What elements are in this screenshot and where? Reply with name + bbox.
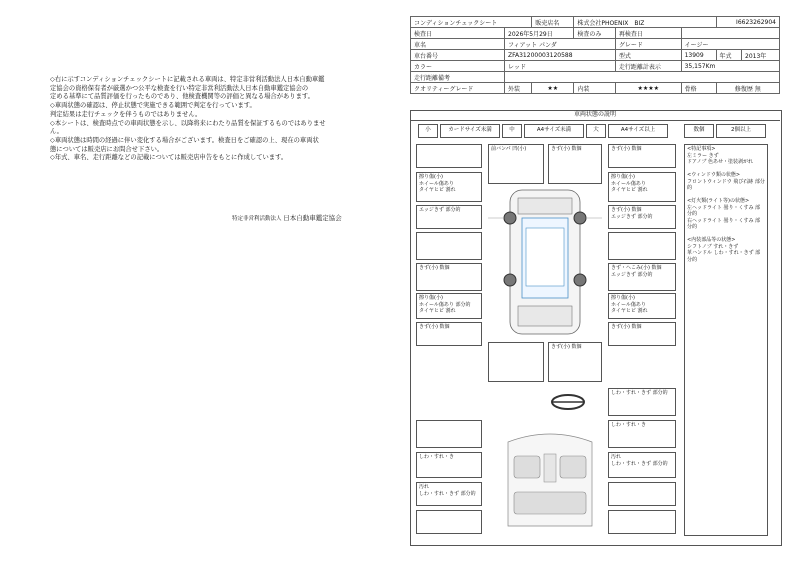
comment-rear-right-wheel: 擦り傷(小) ホイール傷あり タイヤヒビ 割れ [608,293,676,319]
int-value: ★★★★ [615,83,681,94]
association-signature [232,213,342,222]
comment-steering: しわ・すれ・きず 部分的 [608,388,676,416]
comment-box-c [608,232,676,260]
comment-box-h [608,510,676,534]
header-table [410,16,780,94]
comment-right-quarter: きず(小) 数個 [608,322,676,346]
legend-small-desc: カードサイズ未満 [440,124,500,138]
model-value: 13909 [681,50,716,61]
frame-label: 骨格 [681,83,716,94]
legend-mid: 中 [502,124,522,138]
ext-label: 外装 [505,83,532,94]
int-label: 内装 [574,83,616,94]
special-notes: <特記事項> 左ミラー きず ドアノブ 色あせ・塗装剥がれ <ウィンドウ類の状態> フロントウィンドウ 飛び石跡 部分的 <灯火類(ライト等)の状態> 左ヘッドライト 曇り・くすみ 部分的 右ヘッドライト 曇り・くすみ 部分的 <内装部品等の状態> シフトノブ すれ・きず 革ハンドル しわ・すれ・きず 部分的 [684,144,768,536]
car-label: 車名 [411,39,505,50]
comment-box-e [416,420,482,448]
comment-box-d [488,342,544,382]
comment-box-f [608,482,676,506]
interior-diagram [500,430,600,530]
legend-count-desc: 2個以上 [716,124,766,138]
ext-value: ★★ [532,83,574,94]
mileage-value: 35,157Km [681,61,779,72]
comment-right-fender: きず(小) 数個 [608,144,676,168]
grade-label: グレード [615,39,681,50]
comment-left-quarter: きず(小) 数個 [416,322,482,346]
comment-right-seat: 汚れ しわ・すれ・きず 部分的 [608,452,676,478]
comment-right-front-door: きず(小) 数個 エッジきず 部分的 [608,205,676,229]
legend-mid-desc: A4サイズ未満 [524,124,584,138]
comment-box-b [416,232,482,260]
inspect-date: 2026年5月29日 [505,28,574,39]
sheet-id: I6623262904 [716,17,779,28]
comment-right-rear-door: きず・へこみ(小) 数個 エッジきず 部分的 [608,263,676,291]
comment-front-right-wheel: 擦り傷(小) ホイール傷あり タイヤヒビ 割れ [608,172,676,202]
comment-box-a [416,144,482,168]
comment-dashboard: しわ・すれ・き [608,420,676,448]
reinspect-label: 再検査日 [615,28,681,39]
comment-bonnet: きず(小) 数個 [548,144,602,184]
legend-large: 大 [586,124,606,138]
date-label: 検査日 [411,28,505,39]
comment-front-bumper: 前バンパ 凹(小) [488,144,544,184]
comment-front-left-wheel: 擦り傷(小) ホイール傷あり タイヤヒビ 割れ [416,172,482,202]
reinspect-date [681,28,779,39]
sheet-title: コンディションチェックシート [411,17,532,28]
dealer-name: 株式会社PHOENIX BIZ [574,17,716,28]
legend-small: 小 [418,124,438,138]
car-diagram [488,188,602,336]
comment-left-rear-door: きず(小) 数個 [416,263,482,291]
color-value: レッド [505,61,616,72]
vin-label: 車台番号 [411,50,505,61]
association-type: 特定非営利活動法人 [232,216,282,222]
association-name: 日本自動車鑑定協会 [283,214,342,222]
steering-wheel-icon [550,392,586,412]
dealer-label: 販売店名 [532,17,574,28]
year-value: 2013年 [742,50,780,61]
color-label: カラー [411,61,505,72]
quality-label: クオリティーグレード [411,83,505,94]
comment-rear-left-wheel: 擦り傷(小) ホイール傷あり 部分的 タイヤヒビ 割れ [416,293,482,319]
frame-value: 修復歴 無 [716,83,779,94]
odo-label: 走行距離備考 [411,72,505,83]
car-name: フィアット パンダ [505,39,616,50]
comment-rear-seat: 汚れ しわ・すれ・きず 部分的 [416,482,482,506]
legend-title: 車両状態の説明 [410,110,780,121]
vin-value: ZFA31200003120588 [505,50,616,61]
year-label: 年式 [716,50,741,61]
inspect-type: 検査のみ [574,28,616,39]
disclaimer-notes: ◇右に示すコンディションチェックシートに記載される車両は、特定非営利活動法人日本自動車鑑 定協会の資格保有者が厳選かつ公平な検査を行い特定非営利活動法人日本自動車鑑定協会の 定める基準にて品質評価を行ったものであり、他検査機関等の評価と異なる場合があります。 ◇車両状態の確認は、停止状態で実施できる範囲で判定を行っています。 判定結果は走行チェックを伴うものではありません。 ◇本シートは、検査時点での車両状態を示し、以降将来にわたり品質を保証するものではありませ ん。 ◇車両状態は時間の経過に伴い変化する場合がございます。検査日をご確認の上、現在の車両状 態については販売店にお問合せ下さい。 ◇年式、車名、走行距離などの記載については販売店申告をもとに作成しています。 [50,76,326,162]
comment-rear-bumper: きず(小) 数個 [548,342,602,382]
odo-value [505,72,780,83]
comment-left-seat: しわ・すれ・き [416,452,482,478]
mileage-label: 走行距離計表示 [615,61,681,72]
model-label: 型式 [615,50,681,61]
comment-left-front-door: エッジきず 部分的 [416,205,482,229]
legend-count: 数個 [684,124,714,138]
legend-large-desc: A4サイズ以上 [608,124,668,138]
grade-value: イージー [681,39,779,50]
comment-box-g [416,510,482,534]
